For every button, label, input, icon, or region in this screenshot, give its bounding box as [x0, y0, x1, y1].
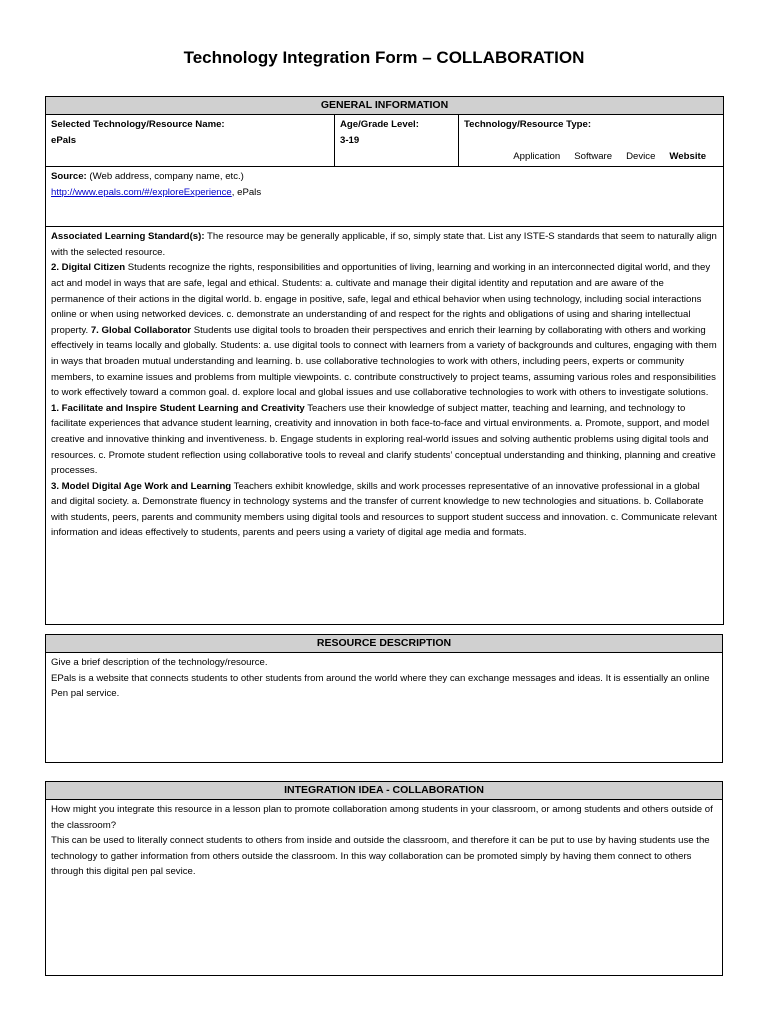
- source-cell: [46, 167, 724, 227]
- resource-description-answer: EPals is a website that connects students to other students from around the world where they can exchange messages and ideas. It is essentially an online Pen pal service.: [51, 672, 710, 700]
- type-options: [464, 149, 718, 165]
- standard-facilitate-learning-text: Teachers use their knowledge of subject matter, teaching and learning, and technology to facilitate experiences that advance student learning, creativity and innovation in both face-to-face and virtual environments. a. Promote, support, and model creative and innovative thinking and inventiveness. b. Engage students in exploring real-world issues and solving authentic problems using digital tools and resources. c. Promote student reflection using collaborative tools to reveal and clarify students’ conceptual understanding and thinking, planning and creative processes.: [51, 402, 716, 477]
- type-option-device[interactable]: Device: [626, 150, 656, 162]
- source-label: Source:: [51, 171, 87, 183]
- standard-model-work-title: 3. Model Digital Age Work and Learning: [51, 480, 232, 492]
- integration-idea-table: [45, 781, 723, 976]
- standard-facilitate-learning-title: 1. Facilitate and Inspire Student Learning and Creativity: [51, 402, 305, 414]
- type-option-software[interactable]: Software: [574, 150, 613, 162]
- standard-model-work-text: Teachers exhibit knowledge, skills and work processes representative of an innovative professional in a global and digital society. a. Demonstrate fluency in technology systems and the transfer of current knowledge to new technologies and situations. b. Collaborate with students, peers, parents and community members using digital tools and resources to support student success and innovation. c. Communicate relevant information and ideas effectively to students, parents and peers using a variety of digital age media and formats.: [51, 480, 718, 539]
- tech-name-label: Selected Technology/Resource Name:: [51, 119, 225, 130]
- page-title: Technology Integration Form – COLLABORATION: [183, 48, 585, 67]
- standard-digital-citizen-title: 2. Digital Citizen: [51, 262, 126, 274]
- resource-description-prompt: Give a brief description of the technology/resource.: [51, 657, 268, 668]
- standards-text: [51, 260, 718, 478]
- resource-description-table: [45, 634, 723, 763]
- standards-cell: [46, 227, 724, 625]
- age-value: 3-19: [340, 134, 360, 146]
- type-label: Technology/Resource Type:: [464, 119, 592, 130]
- tech-name-value: ePals: [51, 134, 77, 146]
- standards-intro-paragraph: [51, 229, 718, 260]
- age-cell: [335, 115, 459, 167]
- standards-intro: The resource may be generally applicable, if so, simply state that. List any ISTE-S standards that seem to naturally align with the selected resource.: [51, 231, 717, 258]
- general-information-table: [45, 96, 724, 625]
- standard-global-collaborator-text: Students use digital tools to broaden their perspectives and enrich their learning by collaborating with others and working effectively in teams locally and globally. Students: a. use digital tools to connect with learners from a variety of backgrounds and cultures, engaging with them in ways that broaden mutual understanding and learning. b. use collaborative technologies to work with others, including peers, experts or community members, to examine issues and problems from multiple viewpoints. c. contribute constructively to project teams, assuming various roles and responsibilities to work effectively toward a common goal. d. explore local and global issues and use collaborative technologies to work with others to investigate solutions.: [51, 324, 717, 399]
- type-option-website[interactable]: Website: [669, 150, 707, 162]
- standard-digital-citizen-text: Students recognize the rights, responsibilities and opportunities of living, learning and working in an interconnected digital world, and they act and model in ways that are safe, legal and ethical. Students: a. cultivate and manage their digital identity and reputation and are aware of the permanence of their actions in the digital world. b. engage in positive, safe, legal and ethical behavior when using technology, including social interactions online or when using networked devices. c. demonstrate an understanding of and respect for the rights and obligations of using and sharing intellectual property.: [51, 262, 711, 336]
- general-information-header: GENERAL INFORMATION: [46, 97, 724, 115]
- integration-idea-header: INTEGRATION IDEA - COLLABORATION: [46, 782, 723, 800]
- standards-text-2: [51, 479, 718, 541]
- source-suffix: , ePals: [231, 186, 262, 198]
- integration-idea-cell: [46, 800, 723, 976]
- standards-label: Associated Learning Standard(s):: [51, 231, 205, 243]
- resource-description-cell: [46, 653, 723, 763]
- type-cell: [459, 115, 724, 167]
- integration-idea-prompt: How might you integrate this resource in a lesson plan to promote collaboration among students in your classroom, or among students and others outside of the classroom?: [51, 804, 713, 831]
- standard-global-collaborator-title: 7. Global Collaborator: [90, 324, 192, 336]
- resource-description-header: RESOURCE DESCRIPTION: [46, 635, 723, 653]
- tech-name-cell: [46, 115, 335, 167]
- age-label: Age/Grade Level:: [340, 119, 419, 130]
- source-link[interactable]: http://www.epals.com/#/exploreExperience: [51, 186, 232, 198]
- source-hint: (Web address, company name, etc.): [89, 171, 244, 183]
- type-option-application[interactable]: Application: [513, 150, 561, 162]
- integration-idea-answer: This can be used to literally connect students to others from inside and outside the classroom, and therefore it can be put to use by having students use the technology to gather information from others outside the classroom. In this way collaboration can be promoted simply by having them connect to others through this digital pen pal sevice.: [51, 835, 710, 878]
